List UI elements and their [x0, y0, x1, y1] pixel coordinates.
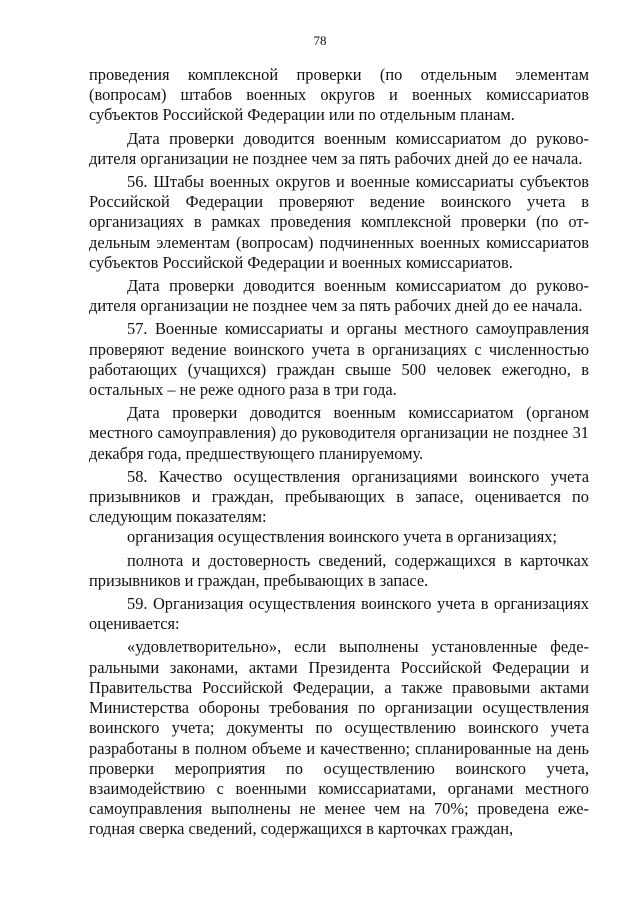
- paragraph-check-date-3: Дата проверки доводится военным комиссариатом (органом местного самоуправления) до руководителя организации не позднее 31 декабря года, предшествующего планируемому.: [89, 403, 589, 463]
- paragraph-item-59: 59. Организация осуществления воинского учета в организациях оценивается:: [89, 594, 589, 634]
- paragraph-item-57: 57. Военные комиссариаты и органы местного самоуправления проверяют ведение воинского учета в организациях с численностью работающих (учащихся) граждан свыше 500 человек ежегодно, в остальных – не реже одного раза в три года.: [89, 319, 589, 400]
- paragraph-item-56: 56. Штабы военных округов и военные комиссариаты субъектов Российской Федерации проверяют ведение воинского учета в организациях в рамках проведения комплексной проверки (по отдельным элементам (вопросам) подчиненных военных комиссариатов субъектов Российской Федерации и военных комиссариатов.: [89, 172, 589, 272]
- paragraph-item-58: 58. Качество осуществления организациями воинского учета призывников и граждан, пребывающих в запасе, оценивается по следующим показателям:: [89, 466, 589, 527]
- paragraph-check-date-2: Дата проверки доводится военным комиссариатом до руководителя организации не позднее чем за пять рабочих дней до ее начала.: [89, 276, 589, 316]
- paragraph-continuation: проведения комплексной проверки (по отдельным элементам (вопросам) штабов военных округов и военных комиссариатов субъектов Российской Федерации или по отдельным планам.: [89, 65, 589, 125]
- paragraph-item-58-indicator-1: организация осуществления воинского учета в организациях;: [127, 527, 557, 547]
- paragraph-item-59-satisfactory: «удовлетворительно», если выполнены установленные федеральными законами, актами Президента Российской Федерации и Правительства Российской Федерации, а также правовыми актами Министерства обороны требования по организации осуществления воинского учета; документы по осуществлению воинского учета разработаны в полном объеме и качественно; спланированные на день проверки мероприятия по осуществлению воинского учета, взаимодействию с военными комиссариатами, органами местного самоуправления выполнены не менее чем на 70%; проведена ежегодная сверка сведений, содержащихся в карточках граждан,: [89, 637, 589, 839]
- paragraph-item-58-indicator-2: полнота и достоверность сведений, содержащихся в карточках призывников и граждан, пребывающих в запасе.: [89, 550, 589, 590]
- document-body: [89, 65, 589, 840]
- page-number: 78: [313, 33, 327, 48]
- paragraph-check-date-1: Дата проверки доводится военным комиссариатом до руководителя организации не позднее чем за пять рабочих дней до ее начала.: [89, 128, 589, 168]
